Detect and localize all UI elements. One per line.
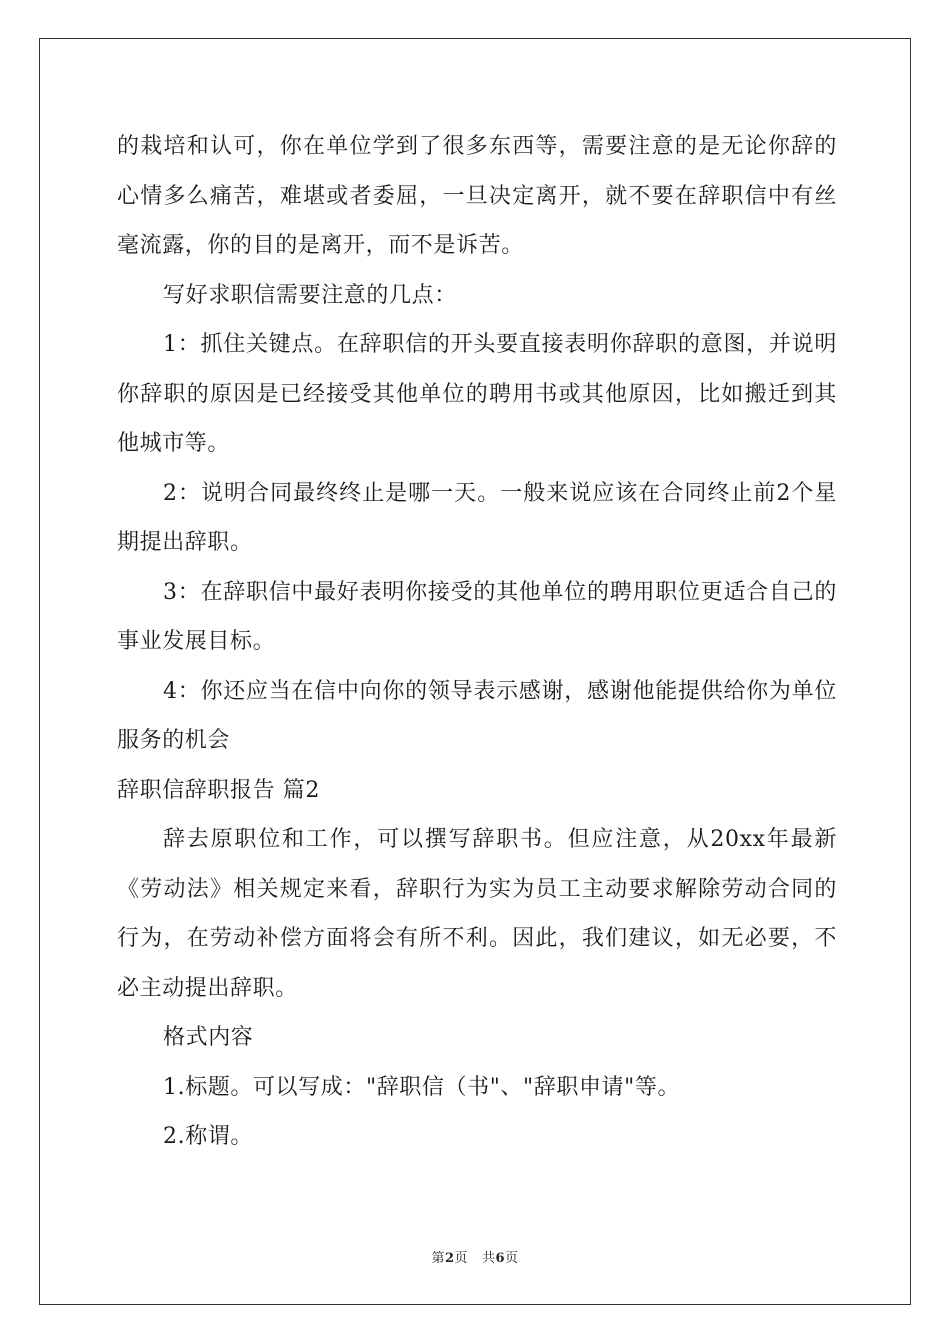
total-pages-number: 6 bbox=[495, 1251, 506, 1266]
footer-prefix: 第 bbox=[431, 1251, 445, 1266]
section-heading: 辞职信辞职报告 篇2 bbox=[117, 777, 320, 803]
paragraph: 的栽培和认可，你在单位学到了很多东西等，需要注意的是无论你辞的心情多么痛苦，难堪或者委屈，一旦决定离开，就不要在辞职信中有丝毫流露，你的目的是离开，而不是诉苦。 bbox=[117, 134, 837, 258]
footer-total-prefix: 共 bbox=[481, 1251, 496, 1266]
paragraph: 写好求职信需要注意的几点： bbox=[163, 282, 457, 308]
paragraph: 辞去原职位和工作，可以撰写辞职书。但应注意，从20xx年最新《劳动法》相关规定来看，辞职行为实为员工主动要求解除劳动合同的行为，在劳动补偿方面将会有所不利。因此，我们建议，如无必要，不必主动提出辞职。 bbox=[117, 827, 837, 1001]
paragraph: 3：在辞职信中最好表明你接受的其他单位的聘用职位更适合自己的事业发展目标。 bbox=[117, 579, 837, 654]
paragraph: 4：你还应当在信中向你的领导表示感谢，感谢他能提供给你为单位服务的机会 bbox=[117, 678, 837, 753]
paragraph: 2.称谓。 bbox=[163, 1124, 253, 1149]
footer-total-suffix: 页 bbox=[505, 1251, 519, 1266]
paragraph: 1：抓住关键点。在辞职信的开头要直接表明你辞职的意图，并说明你辞职的原因是已经接受其他单位的聘用书或其他原因，比如搬迁到其他城市等。 bbox=[117, 332, 837, 456]
page-footer bbox=[0, 1247, 950, 1266]
paragraph: 格式内容 bbox=[163, 1025, 254, 1050]
current-page-number: 2 bbox=[444, 1251, 455, 1266]
paragraph: 1.标题。可以写成："辞职信（书"、"辞职申请"等。 bbox=[163, 1074, 681, 1100]
paragraph: 2：说明合同最终终止是哪一天。一般来说应该在合同终止前2个星期提出辞职。 bbox=[117, 480, 837, 555]
document-body bbox=[117, 122, 837, 1162]
footer-page-suffix: 页 bbox=[454, 1251, 469, 1266]
